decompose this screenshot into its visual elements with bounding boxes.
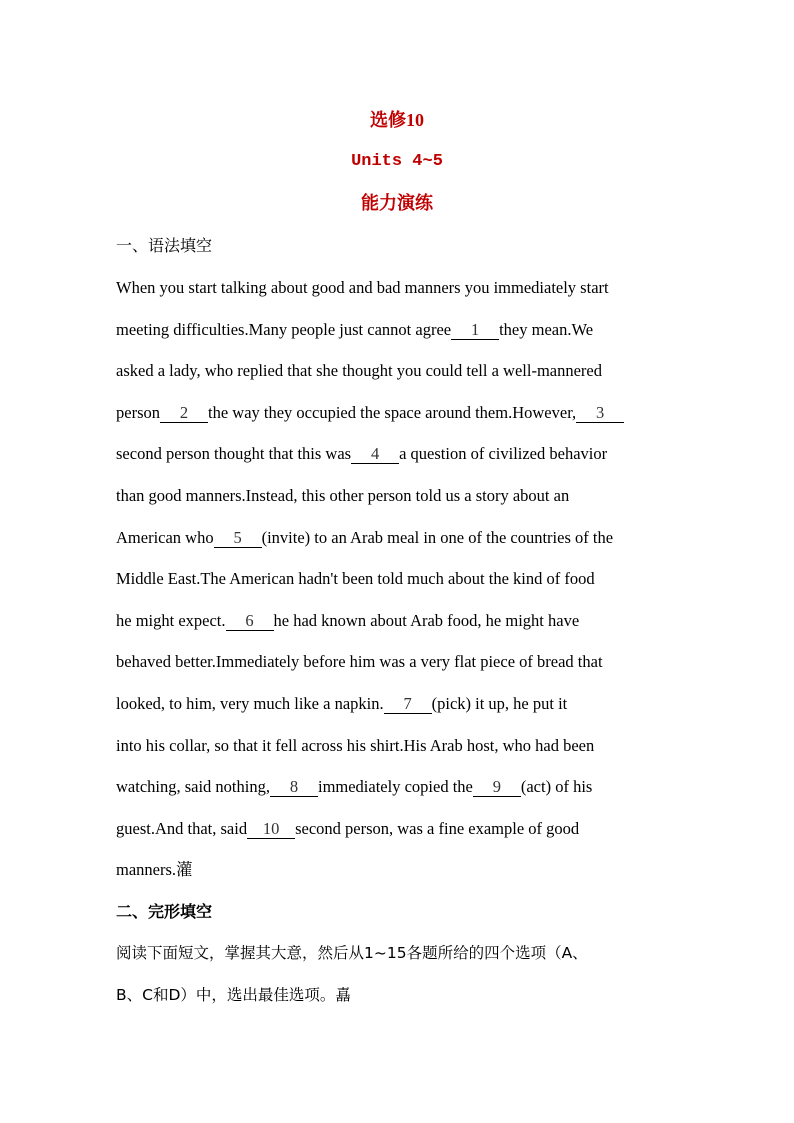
passage-text: a question of civilized behavior: [399, 444, 608, 464]
passage-text: second person thought that this was: [116, 444, 352, 464]
passage-line: [116, 402, 686, 424]
passage-line: [116, 735, 686, 757]
passage-text: person: [116, 402, 160, 422]
passage-line: [116, 818, 686, 840]
passage-text: manners.灌: [116, 860, 193, 880]
passage-text: he might expect.: [116, 610, 226, 630]
section-heading-cloze: 二、完形填空: [116, 902, 213, 921]
answer-blank[interactable]: 8: [270, 778, 318, 797]
passage-text: guest.And that, said: [116, 818, 248, 838]
passage-line: [116, 443, 686, 465]
answer-blank[interactable]: 1: [451, 321, 499, 340]
passage-line: [116, 651, 686, 673]
passage-text: American who: [116, 527, 214, 547]
title-course: 选修10: [370, 110, 424, 130]
passage-text: (invite) to an Arab meal in one of the countries of the: [261, 527, 614, 547]
passage-line: [116, 942, 686, 964]
passage-text: (act) of his: [520, 777, 593, 797]
passage-line: [116, 693, 686, 715]
answer-blank[interactable]: 5: [214, 529, 262, 548]
answer-blank[interactable]: 10: [247, 820, 295, 839]
passage-text: asked a lady, who replied that she thought you could tell a well-mannered: [116, 361, 602, 381]
answer-blank[interactable]: 4: [351, 445, 399, 464]
passage-line: [116, 610, 686, 632]
passage-text: into his collar, so that it fell across his shirt.His Arab host, who had been: [116, 735, 595, 755]
passage-line: [116, 485, 686, 507]
passage-line: [116, 319, 686, 341]
title-practice: 能力演练: [361, 193, 433, 213]
passage-text: he had known about Arab food, he might have: [273, 610, 580, 630]
passage-line: [116, 360, 686, 382]
passage-line: [116, 568, 686, 590]
passage-text: immediately copied the: [317, 777, 473, 797]
passage-text: B、C和D）中，选出最佳选项。嚞: [116, 985, 351, 1004]
passage-text: they mean.We: [499, 319, 594, 339]
passage-text: 阅读下面短文，掌握其大意，然后从1~15各题所给的四个选项（A、: [116, 944, 588, 962]
passage-line: [116, 984, 686, 1006]
passage-text: watching, said nothing,: [116, 777, 270, 797]
answer-blank[interactable]: 2: [160, 404, 208, 423]
passage-line: [116, 859, 686, 881]
passage-text: When you start talking about good and bad manners you immediately start: [116, 278, 609, 297]
answer-blank[interactable]: 6: [226, 612, 274, 631]
passage-line: [116, 527, 686, 549]
passage-line: [116, 776, 686, 798]
title-units: Units 4~5: [351, 152, 443, 171]
passage-text: meeting difficulties.Many people just cannot agree: [116, 319, 452, 339]
section-heading-grammar: 一、语法填空: [116, 236, 213, 255]
passage-text: the way they occupied the space around them.However,: [208, 402, 577, 422]
answer-blank[interactable]: 3: [576, 404, 624, 423]
passage-line: [116, 277, 686, 299]
answer-blank[interactable]: 9: [473, 778, 521, 797]
passage-text: than good manners.Instead, this other person told us a story about an: [116, 486, 570, 505]
passage-text: behaved better.Immediately before him was a very flat piece of bread that: [116, 652, 603, 672]
passage-text: (pick) it up, he put it: [431, 694, 568, 713]
passage-text: looked, to him, very much like a napkin.: [116, 694, 384, 713]
passage-text: second person, was a fine example of good: [295, 818, 580, 838]
answer-blank[interactable]: 7: [384, 695, 432, 714]
passage-text: Middle East.The American hadn't been told much about the kind of food: [116, 569, 595, 589]
